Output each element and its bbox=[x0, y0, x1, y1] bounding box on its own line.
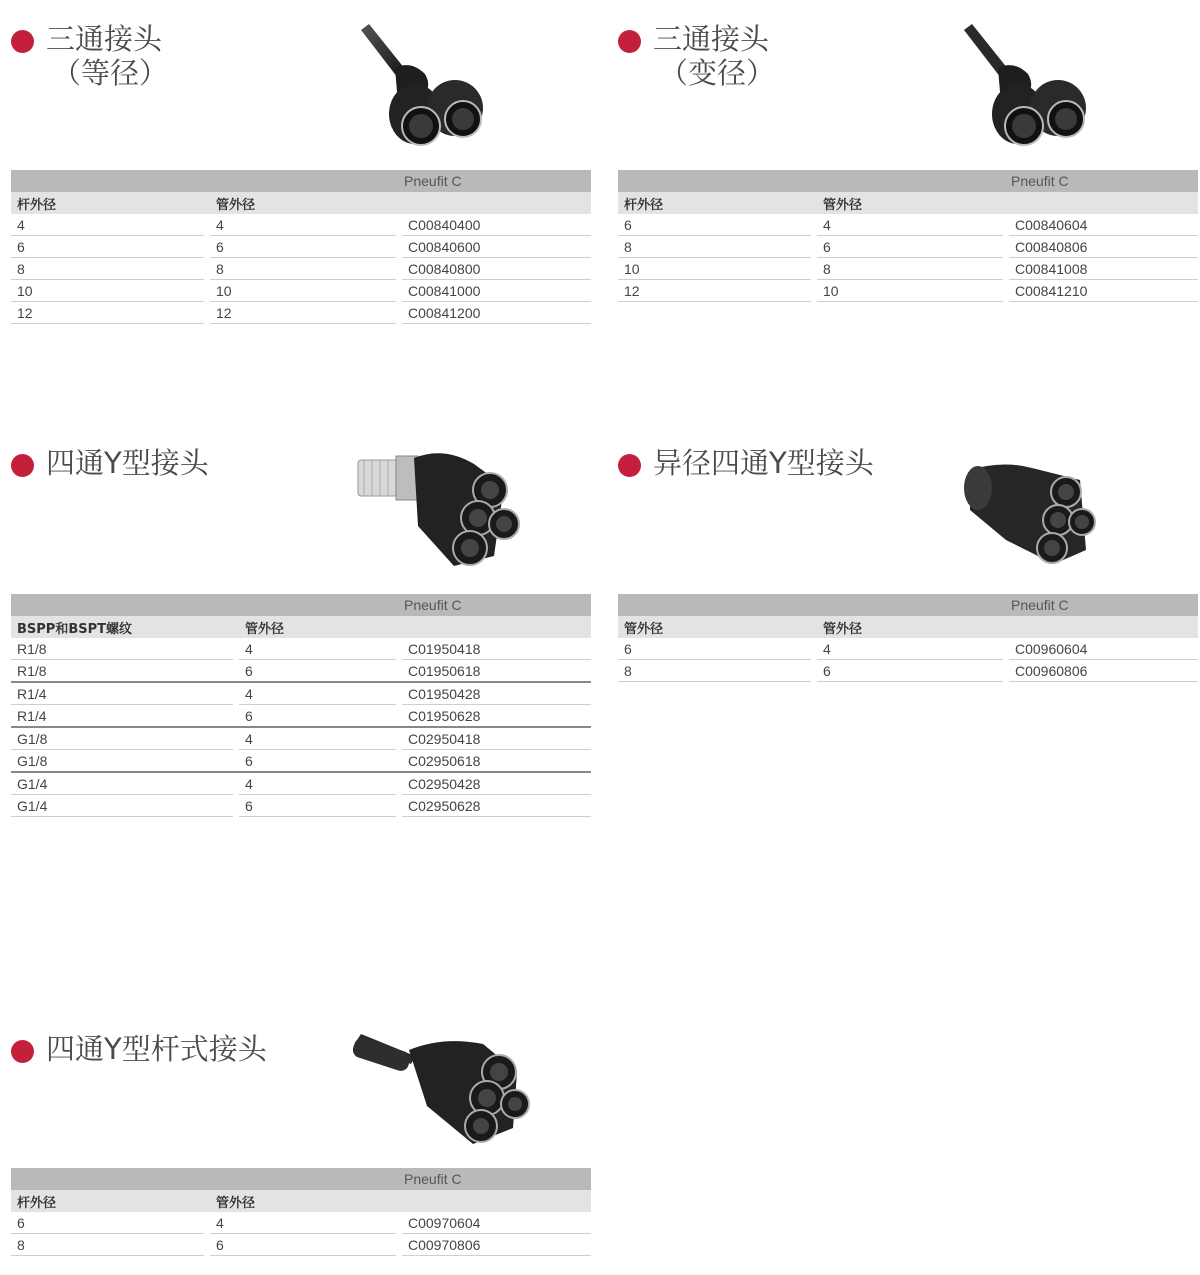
cell: 4 bbox=[210, 1212, 396, 1234]
cell: G1/4 bbox=[11, 773, 233, 795]
cell: 8 bbox=[11, 258, 204, 280]
cell: 4 bbox=[817, 214, 1003, 236]
cell: 10 bbox=[210, 280, 396, 302]
cell: R1/8 bbox=[11, 660, 233, 683]
cell: 12 bbox=[618, 280, 811, 302]
cell: 6 bbox=[239, 795, 396, 817]
cell: 4 bbox=[210, 214, 396, 236]
col-header-1: 杆外径 bbox=[11, 1190, 204, 1212]
cell: 8 bbox=[11, 1234, 204, 1256]
table-row bbox=[618, 638, 1198, 660]
table-row bbox=[618, 236, 1198, 258]
cell: 10 bbox=[11, 280, 204, 302]
title-line1: 三通接头 bbox=[46, 22, 163, 56]
table-row bbox=[11, 1212, 591, 1234]
bullet-icon bbox=[618, 30, 641, 53]
table-row bbox=[11, 795, 591, 817]
part-number: C01950418 bbox=[402, 638, 591, 660]
title-line2: （等径） bbox=[52, 56, 169, 90]
cell: G1/4 bbox=[11, 795, 233, 817]
cell: 12 bbox=[11, 302, 204, 324]
table-row bbox=[618, 258, 1198, 280]
cell: R1/4 bbox=[11, 705, 233, 728]
part-number: C00970806 bbox=[402, 1234, 591, 1256]
title-line2: （变径） bbox=[659, 56, 776, 90]
title-line1: 四通Y型接头 bbox=[46, 446, 209, 480]
part-number: C00840806 bbox=[1009, 236, 1198, 258]
col-header-2: 管外径 bbox=[817, 616, 1003, 638]
col-header-1: 管外径 bbox=[618, 616, 811, 638]
cell: 8 bbox=[210, 258, 396, 280]
table-row bbox=[11, 236, 591, 258]
table-row bbox=[11, 728, 591, 750]
part-number: C00840604 bbox=[1009, 214, 1198, 236]
section-title bbox=[46, 1032, 267, 1066]
cell: 6 bbox=[210, 1234, 396, 1256]
brand-header: Pneufit C bbox=[618, 170, 1198, 192]
part-number: C02950428 bbox=[402, 773, 591, 795]
part-number: C02950618 bbox=[402, 750, 591, 773]
table-row bbox=[11, 660, 591, 683]
table-row bbox=[11, 773, 591, 795]
part-number: C01950628 bbox=[402, 705, 591, 728]
part-number: C02950628 bbox=[402, 795, 591, 817]
cell: 8 bbox=[817, 258, 1003, 280]
brand-header: Pneufit C bbox=[11, 1168, 591, 1190]
section-title bbox=[46, 22, 168, 90]
cell: 6 bbox=[618, 214, 811, 236]
col-header-3 bbox=[402, 192, 591, 214]
section-title bbox=[46, 446, 209, 480]
cell: 8 bbox=[618, 236, 811, 258]
cell: 6 bbox=[817, 236, 1003, 258]
part-number: C00840400 bbox=[402, 214, 591, 236]
cell: G1/8 bbox=[11, 750, 233, 773]
table-row bbox=[618, 280, 1198, 302]
cell: 8 bbox=[618, 660, 811, 682]
spec-table bbox=[11, 170, 591, 324]
brand-header: Pneufit C bbox=[11, 170, 591, 192]
cell: G1/8 bbox=[11, 728, 233, 750]
title-line1: 四通Y型杆式接头 bbox=[46, 1032, 267, 1066]
col-header-1: 杆外径 bbox=[618, 192, 811, 214]
bullet-icon bbox=[11, 30, 34, 53]
cell: 6 bbox=[239, 660, 396, 683]
section-title bbox=[653, 446, 874, 480]
cell: R1/8 bbox=[11, 638, 233, 660]
cell: 4 bbox=[239, 728, 396, 750]
col-header-3 bbox=[1009, 192, 1198, 214]
brand-header: Pneufit C bbox=[11, 594, 591, 616]
bullet-icon bbox=[11, 454, 34, 477]
table-row bbox=[11, 258, 591, 280]
spec-table bbox=[618, 170, 1198, 302]
part-number: C02950418 bbox=[402, 728, 591, 750]
col-header-2: 管外径 bbox=[239, 616, 396, 638]
part-number: C00841000 bbox=[402, 280, 591, 302]
part-number: C00840600 bbox=[402, 236, 591, 258]
table-row bbox=[11, 683, 591, 705]
part-number: C01950618 bbox=[402, 660, 591, 683]
cell: 10 bbox=[618, 258, 811, 280]
section-reducing-four-way-y bbox=[618, 446, 1198, 679]
cell: 6 bbox=[618, 638, 811, 660]
part-number: C00960604 bbox=[1009, 638, 1198, 660]
table-row bbox=[11, 638, 591, 660]
part-number: C00841200 bbox=[402, 302, 591, 324]
table-row bbox=[618, 214, 1198, 236]
cell: 4 bbox=[11, 214, 204, 236]
four-way-y-connector-icon bbox=[354, 446, 524, 576]
table-row bbox=[11, 1234, 591, 1256]
table-row bbox=[11, 705, 591, 728]
title-line1: 三通接头 bbox=[653, 22, 770, 56]
cell: 12 bbox=[210, 302, 396, 324]
part-number: C00841210 bbox=[1009, 280, 1198, 302]
spec-table bbox=[11, 594, 591, 817]
cell: 4 bbox=[239, 683, 396, 705]
table-row bbox=[618, 660, 1198, 682]
part-number: C00960806 bbox=[1009, 660, 1198, 682]
cell: 6 bbox=[239, 750, 396, 773]
part-number: C01950428 bbox=[402, 683, 591, 705]
col-header-1: 杆外径 bbox=[11, 192, 204, 214]
col-header-1: BSPP和BSPT螺纹 bbox=[11, 616, 233, 638]
col-header-2: 管外径 bbox=[817, 192, 1003, 214]
cell: 4 bbox=[239, 773, 396, 795]
table-row bbox=[11, 280, 591, 302]
table-row bbox=[11, 214, 591, 236]
four-way-y-stem-connector-icon bbox=[353, 1032, 533, 1147]
cell: 6 bbox=[210, 236, 396, 258]
part-number: C00841008 bbox=[1009, 258, 1198, 280]
part-number: C00970604 bbox=[402, 1212, 591, 1234]
cell: 6 bbox=[239, 705, 396, 728]
cell: R1/4 bbox=[11, 683, 233, 705]
col-header-3 bbox=[402, 616, 591, 638]
cell: 6 bbox=[817, 660, 1003, 682]
table-row bbox=[11, 750, 591, 773]
cell: 10 bbox=[817, 280, 1003, 302]
section-tee-equal bbox=[11, 22, 591, 321]
col-header-2: 管外径 bbox=[210, 1190, 396, 1212]
section-four-way-y bbox=[11, 446, 591, 814]
col-header-3 bbox=[402, 1190, 591, 1212]
section-four-way-y-stem bbox=[11, 1032, 591, 1253]
spec-table bbox=[11, 1168, 591, 1256]
bullet-icon bbox=[11, 1040, 34, 1063]
tee-connector-icon bbox=[954, 22, 1104, 157]
section-tee-reducing bbox=[618, 22, 1198, 299]
reducing-y-connector-icon bbox=[962, 460, 1102, 570]
cell: 4 bbox=[817, 638, 1003, 660]
title-line1: 异径四通Y型接头 bbox=[653, 446, 874, 480]
brand-header: Pneufit C bbox=[618, 594, 1198, 616]
tee-connector-icon bbox=[351, 22, 501, 157]
table-row bbox=[11, 302, 591, 324]
cell: 4 bbox=[239, 638, 396, 660]
col-header-2: 管外径 bbox=[210, 192, 396, 214]
cell: 6 bbox=[11, 1212, 204, 1234]
part-number: C00840800 bbox=[402, 258, 591, 280]
col-header-3 bbox=[1009, 616, 1198, 638]
spec-table bbox=[618, 594, 1198, 682]
section-title bbox=[653, 22, 775, 90]
bullet-icon bbox=[618, 454, 641, 477]
cell: 6 bbox=[11, 236, 204, 258]
